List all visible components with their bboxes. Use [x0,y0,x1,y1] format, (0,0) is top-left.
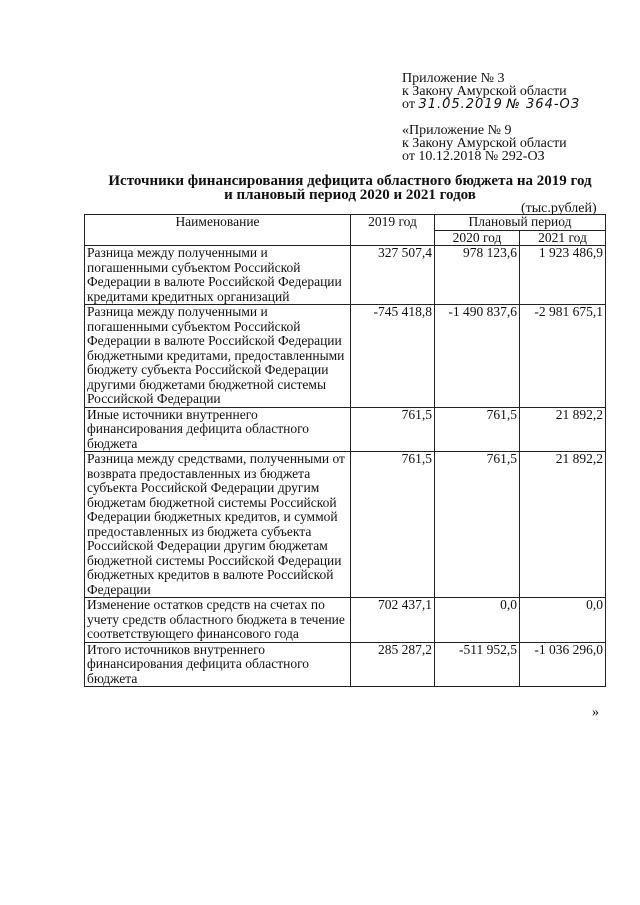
title-line-2: и плановый период 2020 и 2021 годов [224,187,476,203]
appendix-date-prefix: от [402,97,419,112]
appendix-law-ref: к Закону Амурской области [402,84,567,99]
value-2021: 0,0 [520,598,606,643]
appendix-header [402,72,580,111]
header-name: Наименование [85,215,351,246]
value-2021: 21 892,2 [520,407,606,452]
value-2020: -1 490 837,6 [435,305,520,408]
value-2019: -745 418,8 [351,305,435,408]
value-2019: 761,5 [351,452,435,598]
value-2020: -511 952,5 [435,642,520,687]
title-line-1: Источники финансирования дефицита областного бюджета на 2019 год [108,173,592,189]
previous-appendix-law-ref: к Закону Амурской области [402,136,567,151]
table-row [85,642,606,687]
table-row [85,407,606,452]
header-2021: 2021 год [520,230,606,246]
units-label: (тыс.рублей) [521,201,597,216]
row-name: Разница между полученными и погашенными субъектом Российской Федерации в валюте Российской Федерации кредитами кредитных организаций [85,246,351,305]
header-2020: 2020 год [435,230,520,246]
appendix-date-line [402,98,580,111]
value-2019: 761,5 [351,407,435,452]
header-planning-period: Плановый период [435,215,606,231]
value-2020: 761,5 [435,452,520,598]
table-row [85,452,606,598]
row-name: Разница между полученными и погашенными субъектом Российской Федерации в валюте Российской Федерации бюджетными кредитами, предоставленными бюджету субъекта Российской Федерации другими бюджетами бюджетной системы Российской Федерации [85,305,351,408]
handwritten-date: 31.05.2019 [418,97,503,112]
previous-appendix-header [402,124,567,163]
header-2019: 2019 год [351,215,435,246]
appendix-number: Приложение № 3 [402,71,505,86]
value-2019: 702 437,1 [351,598,435,643]
value-2021: 21 892,2 [520,452,606,598]
table-row [85,246,606,305]
previous-appendix-date: от 10.12.2018 № 292-ОЗ [402,149,545,164]
value-2019: 285 287,2 [351,642,435,687]
value-2021: -2 981 675,1 [520,305,606,408]
document-title [70,174,630,202]
financing-sources-table [84,214,606,687]
row-name: Иные источники внутреннего финансирования дефицита областного бюджета [85,407,351,452]
row-name: Итого источников внутреннего финансирования дефицита областного бюджета [85,642,351,687]
previous-appendix-number: «Приложение № 9 [402,123,512,138]
handwritten-number: № 364-ОЗ [506,97,581,112]
table-row [85,305,606,408]
closing-quote: » [592,705,599,720]
value-2019: 327 507,4 [351,246,435,305]
value-2020: 761,5 [435,407,520,452]
value-2021: -1 036 296,0 [520,642,606,687]
value-2020: 0,0 [435,598,520,643]
value-2020: 978 123,6 [435,246,520,305]
row-name: Изменение остатков средств на счетах по учету средств областного бюджета в течение соответствующего финансового года [85,598,351,643]
value-2021: 1 923 486,9 [520,246,606,305]
table-row [85,598,606,643]
row-name: Разница между средствами, полученными от возврата предоставленных из бюджета субъекта Российской Федерации другим бюджетам бюджетной системы Российской Федерации бюджетных кредитов, и суммой предоставленных из бюджета субъекта Российской Федерации другим бюджетам бюджетной системы Российской Федерации бюджетных кредитов в валюте Российской Федерации [85,452,351,598]
